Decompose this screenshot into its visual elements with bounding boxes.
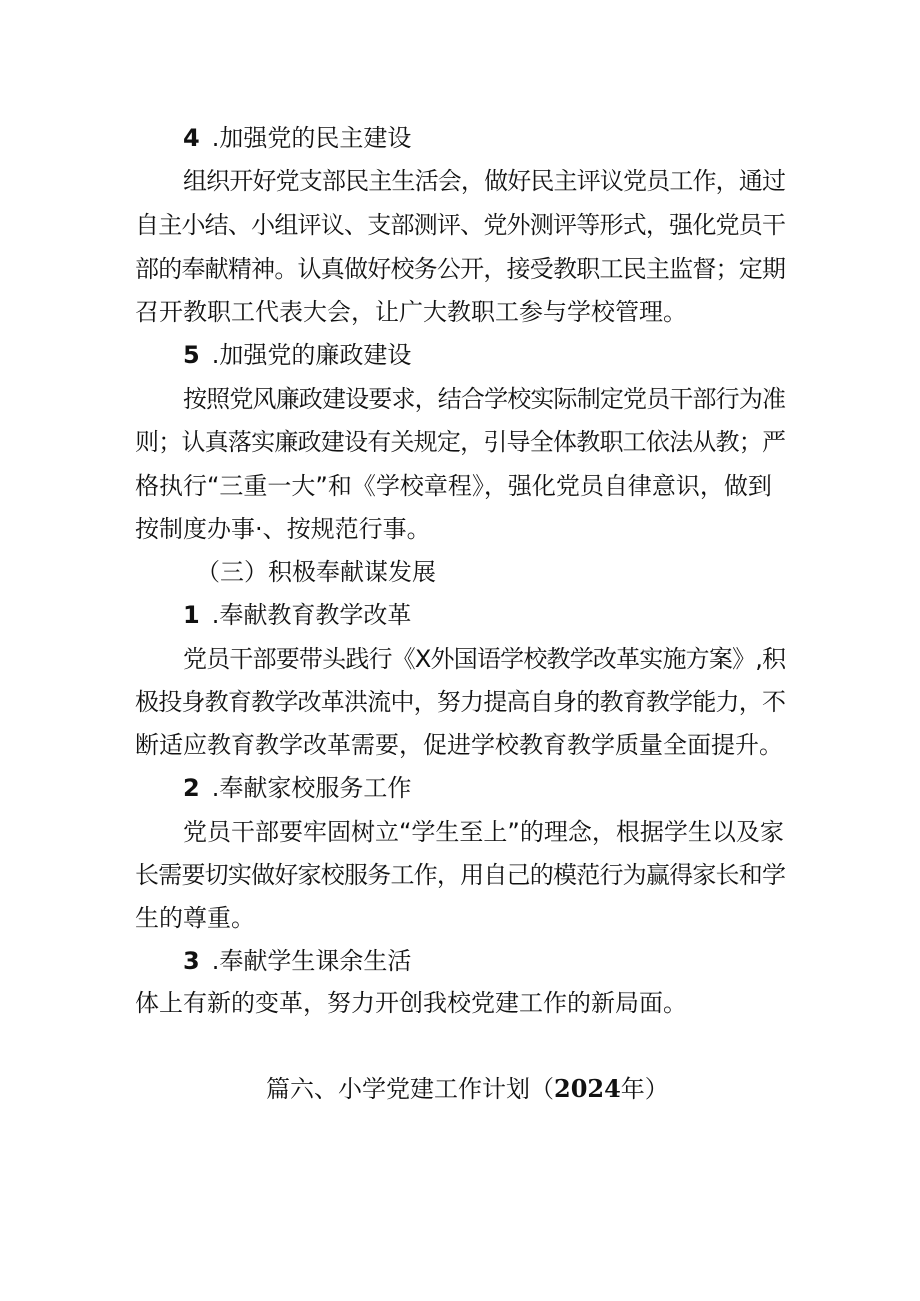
chapter-heading-prefix: 篇六、小学党建工作计划（ bbox=[266, 1075, 554, 1103]
paragraph-line: 召开教职工代表大会，让广大教职工参与学校管理。 bbox=[135, 298, 687, 326]
chapter-heading-year: 2024 bbox=[554, 1074, 621, 1103]
section-number: 4 bbox=[183, 124, 200, 152]
paragraph-line: 生的尊重。 bbox=[135, 904, 255, 932]
paragraph-line: 断适应教育教学改革需要，促进学校教育教学质量全面提升。 bbox=[135, 731, 783, 759]
paragraph-line: 部的奉献精神。认真做好校务公开，接受教职工民主监督；定期 bbox=[135, 255, 786, 283]
paragraph-line: 组织开好党支部民主生活会，做好民主评议党员工作，通过 bbox=[183, 167, 786, 195]
section-title: .奉献教育教学改革 bbox=[211, 601, 412, 629]
paragraph-line: 则；认真落实廉政建设有关规定，引导全体教职工依法从教；严 bbox=[135, 428, 786, 456]
section-number: 5 bbox=[183, 341, 200, 369]
section-heading bbox=[183, 768, 411, 808]
section-heading bbox=[183, 118, 411, 158]
section-number: 3 bbox=[183, 947, 200, 975]
chapter-heading-suffix: 年） bbox=[620, 1075, 669, 1103]
paragraph-line: 按照党风廉政建设要求，结合学校实际制定党员干部行为准 bbox=[183, 385, 786, 413]
paragraph-line: 长需要切实做好家校服务工作，用自己的模范行为赢得家长和学 bbox=[135, 861, 786, 889]
chapter-heading bbox=[266, 1069, 669, 1109]
paragraph-line: 党员干部要牢固树立“学生至上”的理念，根据学生以及家 bbox=[183, 818, 784, 846]
paragraph-line: 自主小结、小组评议、支部测评、党外测评等形式，强化党员干 bbox=[135, 211, 786, 239]
section-heading bbox=[183, 335, 411, 375]
section-title: .加强党的廉政建设 bbox=[211, 341, 412, 369]
section-title: .奉献家校服务工作 bbox=[211, 774, 412, 802]
paragraph-line: 格执行“三重一大”和《学校章程》，强化党员自律意识，做到 bbox=[135, 472, 772, 500]
paragraph-line: 党员干部要带头践行《X外国语学校教学改革实施方案》,积 bbox=[183, 645, 786, 673]
paragraph-line: 按制度办事·、按规范行事。 bbox=[135, 515, 431, 543]
paragraph-line: 体上有新的变革，努力开创我校党建工作的新局面。 bbox=[135, 989, 687, 1017]
section-heading bbox=[183, 941, 411, 981]
subheading: （三）积极奉献谋发展 bbox=[196, 558, 436, 586]
section-number: 2 bbox=[183, 774, 200, 802]
paragraph-line: 极投身教育教学改革洪流中，努力提高自身的教育教学能力，不 bbox=[135, 688, 786, 716]
section-title: .奉献学生课余生活 bbox=[211, 947, 412, 975]
section-title: .加强党的民主建设 bbox=[211, 124, 412, 152]
section-heading bbox=[183, 595, 411, 635]
section-number: 1 bbox=[183, 601, 200, 629]
